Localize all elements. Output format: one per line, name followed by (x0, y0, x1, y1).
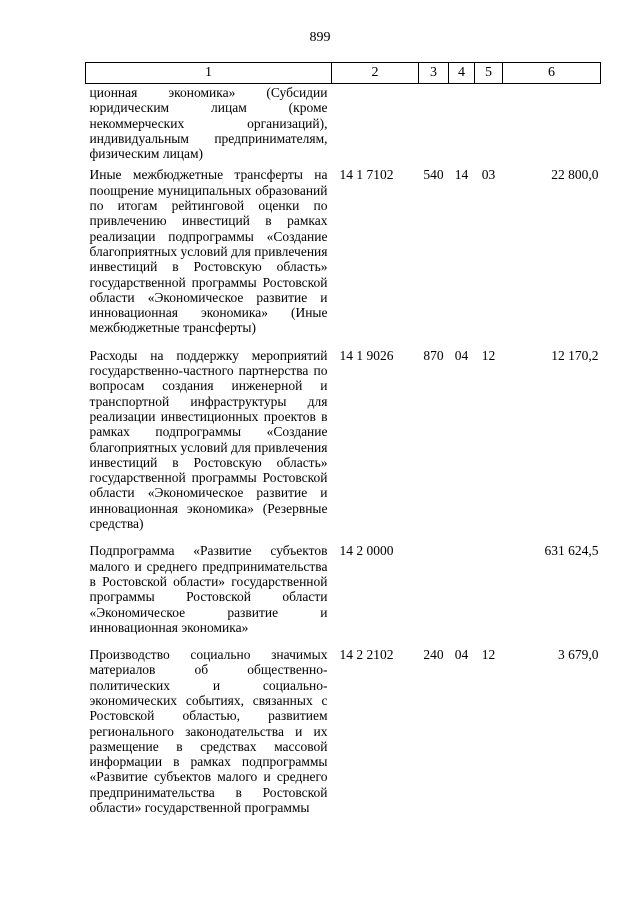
row-section: 14 (454, 167, 469, 183)
table-row (86, 161, 601, 341)
row-subsection (475, 537, 503, 641)
row-expense-type: 240 (423, 647, 444, 663)
row-amount: 22 800,0 (551, 167, 599, 183)
row-section: 04 (454, 347, 469, 363)
row-amount: 3 679,0 (558, 647, 599, 663)
row-section: 04 (454, 647, 469, 663)
row-description: Расходы на поддержку мероприятий государственно-частного партнерства по вопросам создания инженерной и транспортной инфраструктуры для реализации инвестиционных проектов в рамках подпрограммы «Создание благоприятных условий для привлечения инвестиций в Ростовскую область» государственной программы Ростовской области «Экономическое развитие и инновационная экономика» (Резервные средства) (89, 347, 328, 532)
table-header-row (86, 63, 601, 84)
table-row (86, 84, 601, 162)
row-expense-type (419, 84, 449, 162)
table-row (86, 537, 601, 641)
budget-table (85, 62, 601, 821)
row-target-code: 14 2 0000 (339, 543, 394, 559)
column-header-5: 5 (475, 63, 503, 84)
row-description: Производство социально значимых материалов об общественно-политических и социально-экономических событиях, связанных с Ростовской областью, развитием регионального законодательства и их размещение в средствах массовой информации в рамках подпрограммы «Развитие субъектов малого и среднего предпринимательства в Ростовской области» государственной программы (89, 647, 328, 816)
budget-table-container (85, 62, 600, 821)
row-amount: 631 624,5 (544, 543, 599, 559)
row-description: Иные межбюджетные трансферты на поощрение муниципальных образований по итогам рейтинговой оценки по привлечению инвестиций в рамках реализации подпрограммы «Создание благоприятных условий для привлечения инвестиций в Ростовскую область» государственной программы Ростовской области «Экономическое развитие и инновационная экономика» (Иные межбюджетные трансферты) (89, 167, 328, 336)
page-number: 899 (309, 30, 331, 45)
row-expense-type (419, 537, 449, 641)
row-subsection: 12 (481, 347, 496, 363)
column-header-3: 3 (419, 63, 449, 84)
table-row (86, 342, 601, 538)
table-row (86, 641, 601, 821)
row-description: ционная экономика» (Субсидии юридическим лицам (кроме некоммерческих организаций), индивидуальным предпринимателям, физическим лицам) (89, 85, 328, 162)
row-target-code (332, 84, 419, 162)
row-expense-type: 540 (423, 167, 444, 183)
row-amount (503, 84, 601, 162)
row-target-code: 14 1 7102 (339, 167, 394, 183)
row-subsection: 12 (481, 647, 496, 663)
column-header-1: 1 (86, 63, 332, 84)
row-section (449, 537, 475, 641)
row-target-code: 14 2 2102 (339, 647, 394, 663)
row-subsection (475, 84, 503, 162)
column-header-6: 6 (503, 63, 601, 84)
column-header-2: 2 (332, 63, 419, 84)
column-header-4: 4 (449, 63, 475, 84)
row-target-code: 14 1 9026 (339, 347, 394, 363)
row-expense-type: 870 (423, 347, 444, 363)
row-description: Подпрограмма «Развитие субъектов малого и среднего предпринимательства в Ростовской области» государственной программы Ростовской области «Экономическое развитие и инновационная экономика» (89, 543, 328, 635)
row-amount: 12 170,2 (551, 347, 599, 363)
row-section (449, 84, 475, 162)
row-subsection: 03 (481, 167, 496, 183)
